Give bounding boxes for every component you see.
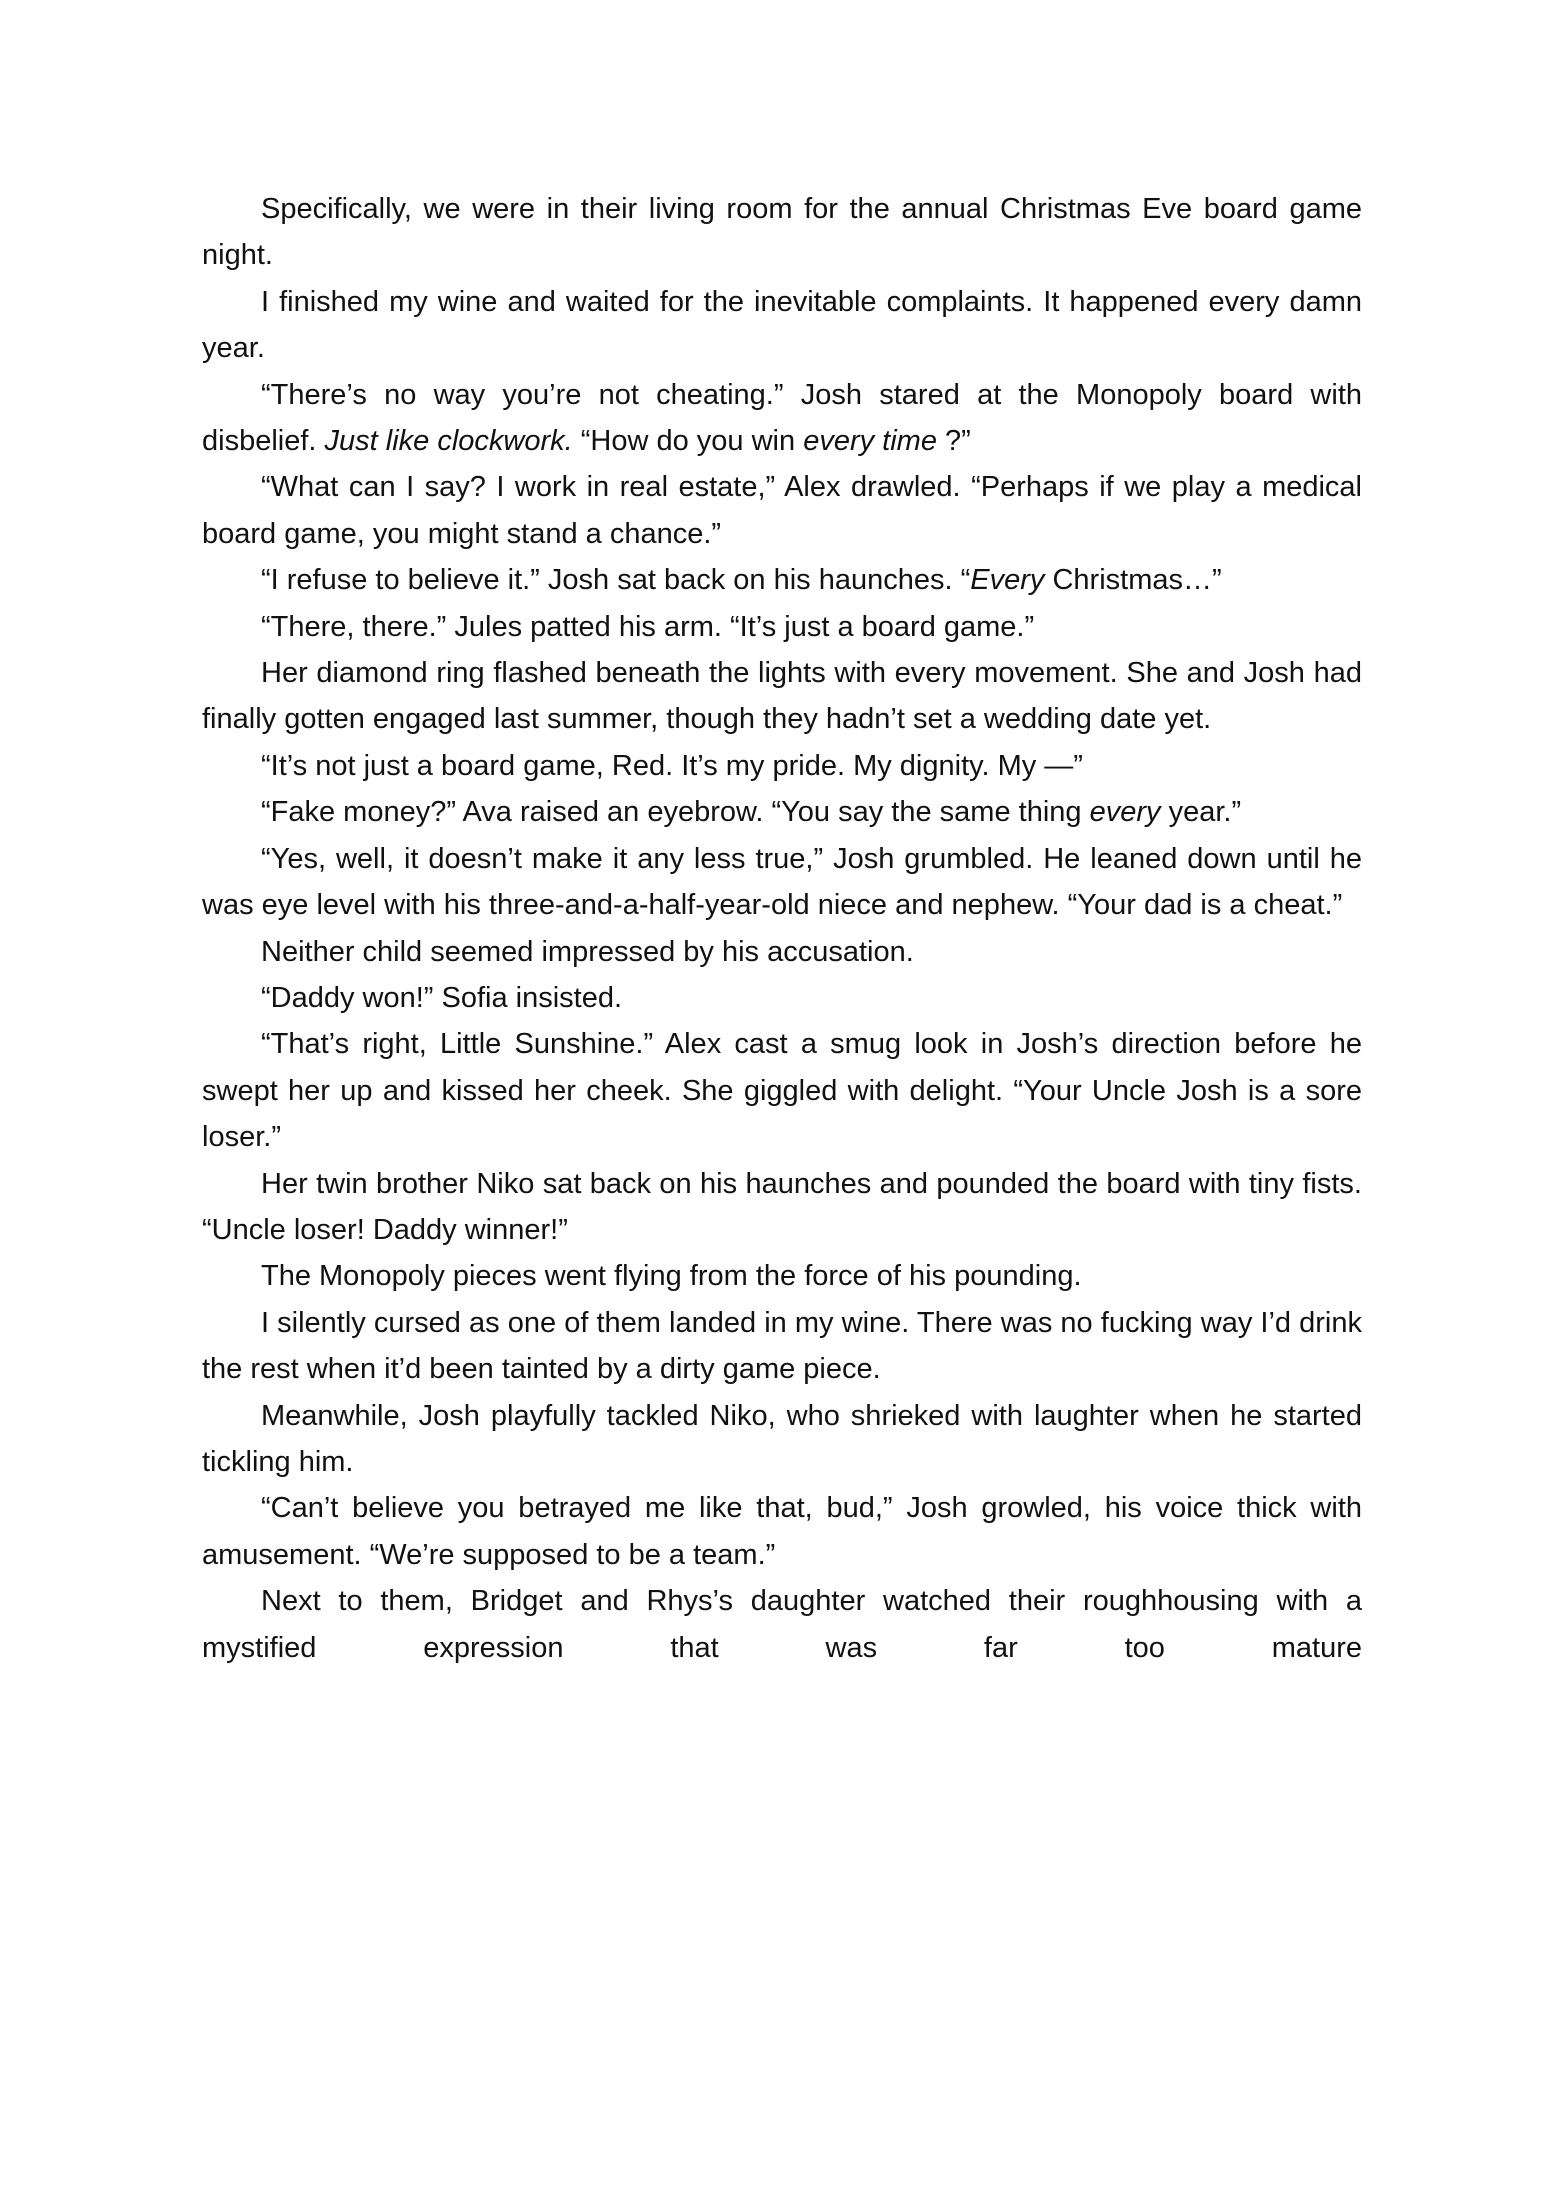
text-run: Christmas…”: [1044, 564, 1222, 597]
paragraph: [202, 789, 1362, 835]
italic-text: Just like clockwork.: [324, 425, 573, 458]
text-run: “There, there.” Jules patted his arm. “It’s just a board game.”: [261, 610, 1035, 643]
paragraph: [202, 975, 1362, 1021]
text-run: “I refuse to believe it.” Josh sat back on his haunches. “: [261, 564, 971, 597]
text-run: Her twin brother Niko sat back on his haunches and pounded the board with tiny fists. “Uncle loser! Daddy winner!”: [202, 1167, 1362, 1246]
text-run: “Fake money?” Ava raised an eyebrow. “You say the same thing: [261, 796, 1090, 829]
text-run: “Can’t believe you betrayed me like that, bud,” Josh growled, his voice thick with amusement. “We’re supposed to be a team.”: [202, 1492, 1362, 1571]
text-run: Her diamond ring flashed beneath the lights with every movement. She and Josh had finally gotten engaged last summer, though they hadn’t set a wedding date yet.: [202, 657, 1362, 736]
paragraph: [202, 1300, 1362, 1393]
paragraph: [202, 929, 1362, 975]
text-run: ?”: [936, 425, 971, 458]
paragraph: [202, 1021, 1362, 1160]
italic-text: Every: [970, 564, 1045, 597]
text-run: Neither child seemed impressed by his accusation.: [261, 935, 914, 968]
paragraph: [202, 604, 1362, 650]
text-run: “Daddy won!” Sofia insisted.: [261, 981, 623, 1014]
text-run: I silently cursed as one of them landed in my wine. There was no fucking way I’d drink the rest when it’d been tainted by a dirty game piece.: [202, 1306, 1362, 1386]
page-body-text: [202, 186, 1362, 1671]
text-run: The Monopoly pieces went flying from the force of his pounding.: [261, 1260, 1082, 1293]
paragraph: [202, 279, 1362, 372]
text-run: “What can I say? I work in real estate,” Alex drawled. “Perhaps if we play a medical board game, you might stand a chance.”: [202, 471, 1362, 550]
text-run: Meanwhile, Josh playfully tackled Niko, who shrieked with laughter when he started tickling him.: [202, 1399, 1362, 1478]
paragraph: [202, 743, 1362, 789]
italic-text: every time: [803, 425, 937, 458]
text-run: Next to them, Bridget and Rhys’s daughter watched their roughhousing with a mystified expression that was far too mature: [202, 1585, 1362, 1664]
paragraph: [202, 1485, 1362, 1578]
paragraph: [202, 650, 1362, 743]
text-run: “That’s right, Little Sunshine.” Alex cast a smug look in Josh’s direction before he swept her up and kissed her cheek. She giggled with delight. “Your Uncle Josh is a sore loser.”: [202, 1028, 1362, 1154]
paragraph: [202, 1578, 1362, 1671]
text-run: year.”: [1160, 796, 1242, 829]
text-run: “There’s no way you’re not cheating.” Josh stared at the Monopoly board with disbelief.: [202, 378, 1362, 458]
text-run: I finished my wine and waited for the inevitable complaints. It happened every damn year.: [202, 285, 1362, 365]
paragraph: [202, 464, 1362, 557]
text-run: Specifically, we were in their living room for the annual Christmas Eve board game night.: [202, 193, 1362, 272]
paragraph: [202, 1161, 1362, 1254]
paragraph: [202, 186, 1362, 279]
paragraph: [202, 557, 1362, 603]
paragraph: [202, 1253, 1362, 1299]
paragraph: [202, 836, 1362, 929]
paragraph: [202, 1393, 1362, 1486]
text-run: “How do you win: [572, 425, 804, 458]
italic-text: every: [1089, 796, 1161, 829]
paragraph: [202, 372, 1362, 465]
text-run: “It’s not just a board game, Red. It’s my pride. My dignity. My —”: [261, 749, 1083, 782]
text-run: “Yes, well, it doesn’t make it any less true,” Josh grumbled. He leaned down until he was eye level with his three-and-a-half-year-old niece and nephew. “Your dad is a cheat.”: [202, 842, 1362, 922]
